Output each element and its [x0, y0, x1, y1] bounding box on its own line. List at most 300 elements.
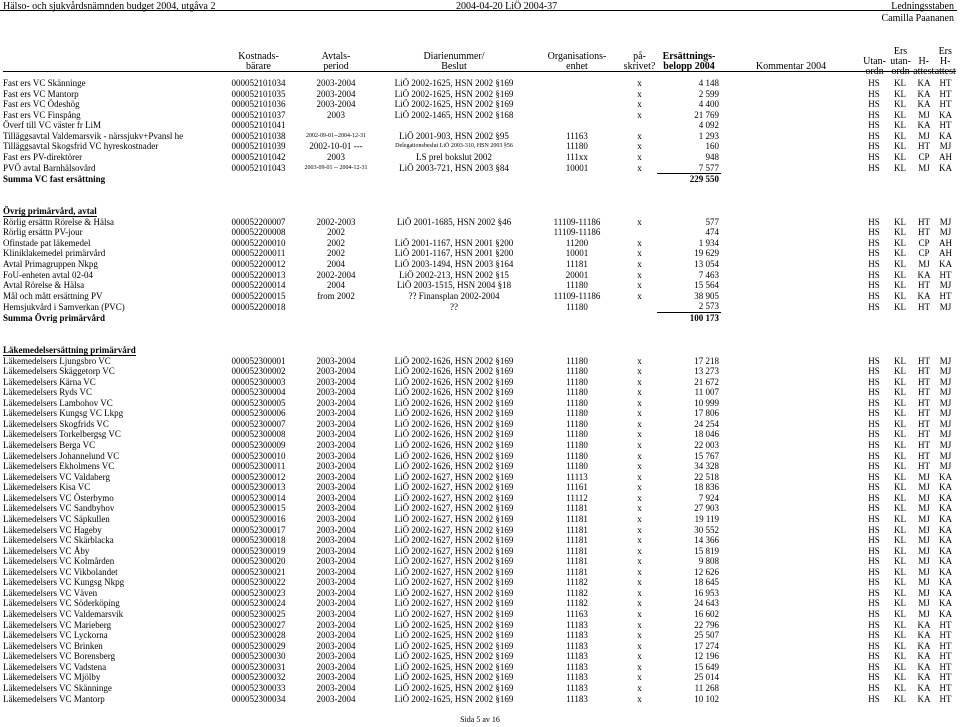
- section-total-row: [3, 174, 956, 185]
- row-huvudattest: KA: [917, 290, 931, 301]
- table-row: [3, 641, 956, 652]
- row-ersattare-utanordnare: KL: [894, 387, 906, 398]
- row-ersattare-utanordnare: KL: [894, 237, 906, 248]
- row-diarienummer: LiÖ 2002-1627, HSN 2002 §169: [394, 513, 514, 524]
- row-utanordnare: HS: [868, 141, 880, 152]
- section-title-row: [3, 345, 956, 356]
- row-diarienummer: LiÖ 2002-1626, HSN 2002 §169: [394, 461, 514, 472]
- row-ersattare-utanordnare: KL: [894, 78, 906, 88]
- row-belopp: 25 014: [694, 672, 719, 683]
- row-name: Läkemedelsers Ekholmens VC: [3, 461, 115, 472]
- col-header-organisationsenhet: Organisations- enhet: [547, 51, 607, 72]
- row-kostnadsbarare: 000052200012: [231, 259, 286, 269]
- row-name: Läkemedelsers VC Hageby: [3, 524, 102, 535]
- row-belopp: 15 564: [694, 280, 719, 291]
- row-paskrivet: x: [637, 99, 642, 110]
- row-huvudattest: KA: [917, 682, 931, 693]
- table-row: [3, 419, 956, 430]
- table-row: [3, 152, 956, 163]
- document-owner: [882, 1, 954, 25]
- row-kostnadsbarare: 000052101043: [231, 162, 286, 173]
- table-row: [3, 110, 956, 121]
- row-organisationsenhet: [532, 120, 622, 131]
- row-organisationsenhet: 11183: [566, 619, 588, 630]
- table-row: [3, 259, 956, 270]
- table-row: [3, 301, 956, 312]
- row-name: Läkemedelsers VC Valdaberg: [3, 471, 110, 482]
- row-ersattare-huvudattest: KA: [939, 577, 952, 588]
- row-belopp: 27 903: [694, 503, 719, 514]
- row-organisationsenhet: [532, 78, 622, 89]
- row-ersattare-huvudattest: HT: [939, 672, 952, 683]
- row-avtalsperiod: 2002-09-01--2004-12-31: [306, 132, 366, 139]
- department-name: Ledningsstaben: [891, 1, 954, 12]
- row-paskrivet: x: [637, 151, 642, 162]
- row-avtalsperiod: 2003-2004: [316, 609, 356, 619]
- row-belopp: 21 769: [694, 109, 719, 120]
- row-huvudattest: HT: [918, 301, 930, 312]
- row-kostnadsbarare: 000052300016: [231, 513, 286, 524]
- row-kostnadsbarare: 000052101038: [231, 130, 286, 141]
- row-name: Fast ers VC Finspång: [3, 109, 81, 120]
- row-kommentar: [721, 377, 861, 388]
- row-name: Läkemedelsers VC Säpkullen: [3, 513, 110, 524]
- row-kommentar: [721, 694, 861, 705]
- table-row: [3, 120, 956, 131]
- row-kommentar: [721, 461, 861, 472]
- row-utanordnare: HS: [868, 88, 880, 99]
- row-paskrivet: x: [637, 640, 642, 651]
- row-avtalsperiod: 2003-2004: [316, 577, 356, 588]
- row-diarienummer: LiÖ 2002-1625, HSN 2002 §169: [394, 99, 514, 110]
- row-kommentar: [721, 567, 861, 578]
- row-paskrivet: x: [637, 290, 642, 301]
- table-row: [3, 503, 956, 514]
- row-huvudattest: MJ: [918, 130, 930, 141]
- row-huvudattest: HT: [918, 366, 930, 377]
- row-paskrivet: x: [637, 429, 642, 440]
- table-row: [3, 408, 956, 419]
- row-name: Avtal Rörelse & Hälsa: [3, 280, 85, 291]
- table-row: [3, 248, 956, 259]
- table-row: [3, 451, 956, 462]
- row-utanordnare: HS: [868, 216, 880, 227]
- row-ersattare-huvudattest: KA: [939, 524, 952, 535]
- row-ersattare-huvudattest: HT: [939, 682, 952, 693]
- row-paskrivet: x: [637, 216, 642, 227]
- row-organisationsenhet: [532, 110, 622, 121]
- spacer-row: [3, 195, 956, 206]
- row-kommentar: [721, 662, 861, 673]
- row-ersattare-huvudattest: HT: [939, 693, 952, 704]
- row-utanordnare: HS: [868, 109, 880, 120]
- row-belopp: 12 626: [694, 566, 719, 577]
- row-kommentar: [721, 609, 861, 620]
- row-avtalsperiod: 2003-2004: [316, 397, 356, 408]
- row-ersattare-huvudattest: KA: [939, 492, 952, 503]
- col-header-attest-group-2: H- attest Ers H- attest: [913, 47, 956, 77]
- row-avtalsperiod: 2003-2004: [316, 513, 356, 524]
- row-name: Läkemedelsers Kungsg VC Lkpg: [3, 408, 124, 419]
- row-kommentar: [721, 598, 861, 609]
- section-title: Läkemedelsersättning primärvård: [3, 344, 136, 355]
- row-kostnadsbarare: 000052300014: [231, 492, 286, 503]
- row-huvudattest: KA: [917, 630, 931, 641]
- row-kostnadsbarare: 000052200007: [231, 216, 286, 227]
- row-huvudattest: MJ: [918, 524, 930, 535]
- row-diarienummer: LiÖ 2002-1465, HSN 2002 §168: [394, 109, 514, 120]
- row-kommentar: [721, 451, 861, 462]
- table-row: [3, 141, 956, 152]
- row-kostnadsbarare: 000052300007: [231, 418, 286, 429]
- row-ersattare-utanordnare: KL: [894, 482, 906, 493]
- row-ersattare-huvudattest: AH: [939, 151, 952, 162]
- row-paskrivet: x: [637, 513, 642, 524]
- row-avtalsperiod: 2003-2004: [316, 450, 356, 461]
- row-diarienummer: LiÖ 2002-1627, HSN 2002 §169: [394, 471, 514, 482]
- row-utanordnare: HS: [868, 535, 880, 546]
- row-diarienummer: LiÖ 2002-1627, HSN 2002 §169: [394, 566, 514, 577]
- row-belopp: 4 092: [698, 120, 719, 131]
- row-ersattare-utanordnare: KL: [894, 248, 906, 259]
- row-avtalsperiod: 2003-2004: [316, 471, 356, 482]
- row-organisationsenhet: 11181: [566, 545, 588, 556]
- row-kostnadsbarare: 000052300021: [231, 566, 286, 577]
- row-paskrivet: x: [637, 355, 642, 366]
- row-name: Läkemedelsers Johannelund VC: [3, 450, 120, 461]
- row-organisationsenhet: 11183: [566, 630, 588, 641]
- row-name: Läkemedelsers Torkelbergsg VC: [3, 429, 121, 440]
- row-paskrivet: x: [637, 503, 642, 514]
- row-name: Överf till VC väster fr LiM: [3, 120, 102, 131]
- row-avtalsperiod: 2003-2004: [316, 88, 356, 99]
- row-kommentar: [721, 472, 861, 483]
- row-diarienummer: LiÖ 2002-1625, HSN 2002 §169: [394, 651, 514, 662]
- row-name: Rörlig ersättn Rörelse & Hälsa: [3, 216, 114, 227]
- row-organisationsenhet: 11183: [566, 661, 588, 672]
- row-kostnadsbarare: 000052300013: [231, 482, 286, 493]
- row-name: Läkemedelsers Ryds VC: [3, 387, 92, 398]
- row-name: Läkemedelsers Ljungsbro VC: [3, 355, 111, 366]
- row-diarienummer: ?? Finansplan 2002-2004: [408, 290, 500, 301]
- row-ersattare-utanordnare: KL: [894, 535, 906, 546]
- row-ersattare-utanordnare: KL: [894, 661, 906, 672]
- section-total-label: Summa VC fast ersättning: [3, 173, 106, 184]
- table-row: [3, 514, 956, 525]
- row-organisationsenhet: 11180: [566, 461, 588, 472]
- row-organisationsenhet: 11181: [566, 535, 588, 546]
- row-paskrivet: [622, 120, 657, 131]
- table-row: [3, 377, 956, 388]
- row-organisationsenhet: 11163: [566, 130, 588, 141]
- column-header-divider: [3, 71, 956, 72]
- row-paskrivet: x: [637, 387, 642, 398]
- row-diarienummer: LiÖ 2002-1626, HSN 2002 §169: [394, 418, 514, 429]
- row-utanordnare: HS: [868, 355, 880, 366]
- row-huvudattest: KA: [917, 120, 931, 131]
- row-utanordnare: HS: [868, 556, 880, 567]
- row-ersattare-utanordnare: KL: [894, 513, 906, 524]
- row-diarienummer: LiÖ 2002-1625, HSN 2002 §169: [394, 682, 514, 693]
- section-title: Övrig primärvård, avtal: [3, 205, 97, 216]
- row-kommentar: [721, 291, 861, 302]
- row-ersattare-utanordnare: KL: [894, 408, 906, 419]
- row-utanordnare: HS: [868, 248, 880, 259]
- row-paskrivet: x: [637, 682, 642, 693]
- row-kommentar: [721, 440, 861, 451]
- row-ersattare-utanordnare: KL: [894, 619, 906, 630]
- row-ersattare-utanordnare: KL: [894, 162, 906, 173]
- table-row: [3, 535, 956, 546]
- row-ersattare-huvudattest: MJ: [939, 440, 952, 450]
- row-avtalsperiod: 2003-2004: [316, 376, 356, 387]
- row-diarienummer: LiÖ 2002-1627, HSN 2002 §169: [394, 503, 514, 514]
- row-diarienummer: LiÖ 2002-1625, HSN 2002 §169: [394, 661, 514, 672]
- row-kommentar: [721, 280, 861, 291]
- row-huvudattest: MJ: [918, 513, 930, 524]
- row-paskrivet: x: [637, 577, 642, 588]
- row-ersattare-utanordnare: KL: [894, 269, 906, 280]
- row-paskrivet: [622, 227, 657, 238]
- row-ersattare-utanordnare: KL: [894, 99, 906, 110]
- row-kommentar: [721, 301, 861, 312]
- row-utanordnare: HS: [868, 482, 880, 493]
- spacer-row: [3, 323, 956, 334]
- row-name: Läkemedelsers VC Mjölby: [3, 672, 101, 683]
- row-paskrivet: x: [637, 440, 642, 450]
- row-diarienummer: LS prel bokslut 2002: [416, 151, 492, 162]
- row-name: Läkemedelsers VC Kungsg Nkpg: [3, 577, 125, 588]
- row-kostnadsbarare: 000052101039: [231, 141, 286, 152]
- row-belopp: 7 463: [698, 269, 719, 280]
- row-ersattare-huvudattest: HT: [939, 269, 952, 280]
- row-name: Läkemedelsers VC Marieberg: [3, 619, 112, 630]
- row-diarienummer: ??: [450, 301, 458, 312]
- row-ersattare-huvudattest: AH: [939, 248, 952, 259]
- row-kostnadsbarare: 000052300032: [231, 672, 286, 683]
- row-belopp: 19 119: [694, 513, 719, 524]
- row-ersattare-huvudattest: KA: [939, 259, 952, 269]
- table-row: [3, 238, 956, 249]
- col-header-paskrivet: på- skrivet?: [623, 51, 656, 72]
- row-ersattare-utanordnare: KL: [894, 440, 906, 450]
- row-huvudattest: HT: [918, 227, 930, 238]
- row-diarienummer: LiÖ 2002-1625, HSN 2002 §169: [394, 619, 514, 630]
- row-avtalsperiod: 2003-2004: [316, 366, 356, 377]
- row-name: Läkemedelsers VC Sandbyhov: [3, 503, 115, 514]
- row-paskrivet: x: [637, 651, 642, 662]
- row-ersattare-huvudattest: MJ: [939, 227, 952, 238]
- row-ersattare-huvudattest: KA: [939, 545, 952, 556]
- table-row: [3, 662, 956, 673]
- row-utanordnare: HS: [868, 259, 880, 269]
- row-name: Läkemedelsers VC Skänninge: [3, 682, 112, 693]
- row-ersattare-utanordnare: KL: [894, 524, 906, 535]
- row-belopp: 2 599: [698, 88, 719, 99]
- row-ersattare-utanordnare: KL: [894, 301, 906, 312]
- row-paskrivet: x: [637, 269, 642, 280]
- row-utanordnare: HS: [868, 269, 880, 280]
- row-ersattare-huvudattest: HT: [939, 99, 952, 110]
- row-ersattare-huvudattest: MJ: [939, 216, 952, 227]
- row-kostnadsbarare: 000052200014: [231, 280, 286, 291]
- row-avtalsperiod: 2003-2004: [316, 99, 356, 110]
- row-diarienummer: LiÖ 2002-1625, HSN 2002 §169: [394, 78, 514, 88]
- row-ersattare-utanordnare: KL: [894, 640, 906, 651]
- row-paskrivet: x: [637, 524, 642, 535]
- row-avtalsperiod: 2003-2004: [316, 682, 356, 693]
- row-utanordnare: HS: [868, 99, 880, 110]
- row-avtalsperiod: 2003-2004: [316, 545, 356, 556]
- row-diarienummer: [376, 227, 532, 238]
- row-name: Läkemedelsers Skäggetorp VC: [3, 366, 115, 377]
- row-paskrivet: x: [637, 130, 642, 141]
- row-organisationsenhet: 11183: [566, 672, 588, 683]
- row-avtalsperiod: 2002-2004: [316, 269, 356, 280]
- row-huvudattest: MJ: [918, 503, 930, 514]
- row-ersattare-huvudattest: MJ: [939, 397, 952, 408]
- row-organisationsenhet: 11183: [566, 640, 588, 651]
- row-paskrivet: x: [637, 630, 642, 641]
- section-total-row: [3, 312, 956, 323]
- row-avtalsperiod: 2003-2004: [316, 492, 356, 503]
- row-ersattare-huvudattest: MJ: [939, 408, 952, 419]
- row-ersattare-huvudattest: MJ: [939, 376, 952, 387]
- row-huvudattest: HT: [918, 429, 930, 440]
- row-ersattare-huvudattest: KA: [939, 503, 952, 514]
- row-organisationsenhet: 11181: [566, 259, 588, 269]
- row-paskrivet: x: [637, 408, 642, 419]
- row-huvudattest: MJ: [918, 577, 930, 588]
- row-kommentar: [721, 141, 861, 152]
- row-name: Läkemedelsers Kisa VC: [3, 482, 91, 493]
- row-organisationsenhet: 11182: [566, 577, 588, 588]
- row-belopp: 4 148: [698, 78, 719, 88]
- row-name: Läkemedelsers VC Vikbolandet: [3, 566, 118, 577]
- row-avtalsperiod: 2003-2004: [316, 482, 356, 493]
- row-utanordnare: HS: [868, 524, 880, 535]
- row-diarienummer: LiÖ 2001-1167, HSN 2001 §200: [394, 248, 514, 259]
- row-name: Läkemedelsers Berga VC: [3, 440, 96, 450]
- row-kostnadsbarare: 000052200018: [231, 301, 286, 312]
- row-name: Kliniklakemedel primärvård: [3, 248, 106, 259]
- row-ersattare-huvudattest: KA: [939, 130, 952, 141]
- row-ersattare-utanordnare: KL: [894, 682, 906, 693]
- row-kommentar: [721, 514, 861, 525]
- row-ersattare-huvudattest: HT: [939, 619, 952, 630]
- row-belopp: 1 293: [698, 130, 719, 141]
- row-utanordnare: HS: [868, 227, 880, 238]
- row-paskrivet: [622, 301, 657, 312]
- row-huvudattest: MJ: [918, 482, 930, 493]
- row-paskrivet: x: [637, 545, 642, 556]
- row-organisationsenhet: 20001: [565, 269, 589, 280]
- row-paskrivet: x: [637, 619, 642, 630]
- row-utanordnare: HS: [868, 162, 880, 173]
- row-organisationsenhet: [532, 99, 622, 110]
- row-huvudattest: KA: [917, 661, 931, 672]
- row-diarienummer: LiÖ 2002-1627, HSN 2002 §169: [394, 598, 514, 609]
- row-kostnadsbarare: 000052101036: [231, 99, 286, 110]
- row-belopp: 4 400: [698, 99, 719, 110]
- row-organisationsenhet: 11161: [566, 482, 588, 493]
- row-ersattare-utanordnare: KL: [894, 461, 906, 472]
- row-utanordnare: HS: [868, 461, 880, 472]
- row-organisationsenhet: 11109-11186: [553, 290, 601, 301]
- row-organisationsenhet: 11109-11186: [553, 216, 601, 227]
- col-header-avtalsperiod: Avtals- period: [321, 51, 351, 72]
- row-utanordnare: HS: [868, 640, 880, 651]
- table-row: [3, 609, 956, 620]
- row-diarienummer: Delegationsbeslut LiÖ 2003-310, HSN 2003 §56: [395, 143, 513, 150]
- row-utanordnare: HS: [868, 587, 880, 598]
- row-belopp: 577: [705, 216, 719, 227]
- row-diarienummer: LiÖ 2003-1515, HSN 2004 §18: [396, 280, 512, 291]
- row-name: Läkemedelsers VC Brinken: [3, 640, 103, 651]
- row-ersattare-utanordnare: KL: [894, 556, 906, 567]
- row-avtalsperiod: 2003-2004: [316, 503, 356, 514]
- row-ersattare-utanordnare: KL: [894, 566, 906, 577]
- row-ersattare-huvudattest: HT: [939, 290, 952, 301]
- row-belopp: 18 836: [694, 482, 719, 493]
- row-kommentar: [721, 163, 861, 174]
- row-organisationsenhet: 10001: [565, 248, 589, 259]
- row-avtalsperiod: 2003-2004: [316, 387, 356, 398]
- row-huvudattest: KA: [917, 99, 931, 110]
- table-row: [3, 398, 956, 409]
- row-diarienummer: LiÖ 2002-1626, HSN 2002 §169: [394, 408, 514, 419]
- row-ersattare-huvudattest: KA: [939, 471, 952, 482]
- row-name: Tilläggsavtal Valdemarsvik - närssjukv+Pvansl he: [3, 130, 184, 141]
- table-row: [3, 429, 956, 440]
- row-name: Avtal Primagruppen Nkpg: [3, 259, 98, 269]
- row-huvudattest: CP: [918, 237, 930, 248]
- row-kostnadsbarare: 000052101042: [231, 151, 286, 162]
- row-diarienummer: LiÖ 2002-1627, HSN 2002 §169: [394, 535, 514, 546]
- row-diarienummer: LiÖ 2002-1627, HSN 2002 §169: [394, 492, 514, 503]
- row-diarienummer: LiÖ 2002-213, HSN 2002 §15: [399, 269, 509, 280]
- row-kommentar: [721, 398, 861, 409]
- row-kommentar: [721, 248, 861, 259]
- row-kommentar: [721, 387, 861, 398]
- row-avtalsperiod: 2003-2004: [316, 524, 356, 535]
- section-total-amount: 100 173: [657, 312, 721, 323]
- row-organisationsenhet: 11181: [566, 513, 588, 524]
- row-utanordnare: HS: [868, 503, 880, 514]
- row-ersattare-huvudattest: HT: [939, 661, 952, 672]
- row-avtalsperiod: 2002: [327, 227, 345, 238]
- row-belopp: 948: [705, 151, 719, 162]
- row-ersattare-utanordnare: KL: [894, 109, 906, 120]
- row-kommentar: [721, 535, 861, 546]
- row-ersattare-utanordnare: KL: [894, 609, 906, 619]
- row-belopp: 17 218: [694, 355, 719, 366]
- row-name: Läkemedelsers VC Väven: [3, 587, 98, 598]
- row-avtalsperiod: 2003-2004: [316, 440, 356, 450]
- row-kostnadsbarare: 000052300012: [231, 471, 286, 482]
- row-huvudattest: KA: [917, 640, 931, 651]
- row-ersattare-huvudattest: MJ: [939, 418, 952, 429]
- row-kommentar: [721, 493, 861, 504]
- row-organisationsenhet: 11180: [566, 450, 588, 461]
- row-paskrivet: x: [637, 248, 642, 259]
- row-diarienummer: LiÖ 2002-1626, HSN 2002 §169: [394, 397, 514, 408]
- row-kostnadsbarare: 000052300015: [231, 503, 286, 514]
- row-kostnadsbarare: 000052300020: [231, 556, 286, 567]
- row-utanordnare: HS: [868, 376, 880, 387]
- row-kommentar: [721, 270, 861, 281]
- row-kostnadsbarare: 000052101037: [231, 109, 286, 120]
